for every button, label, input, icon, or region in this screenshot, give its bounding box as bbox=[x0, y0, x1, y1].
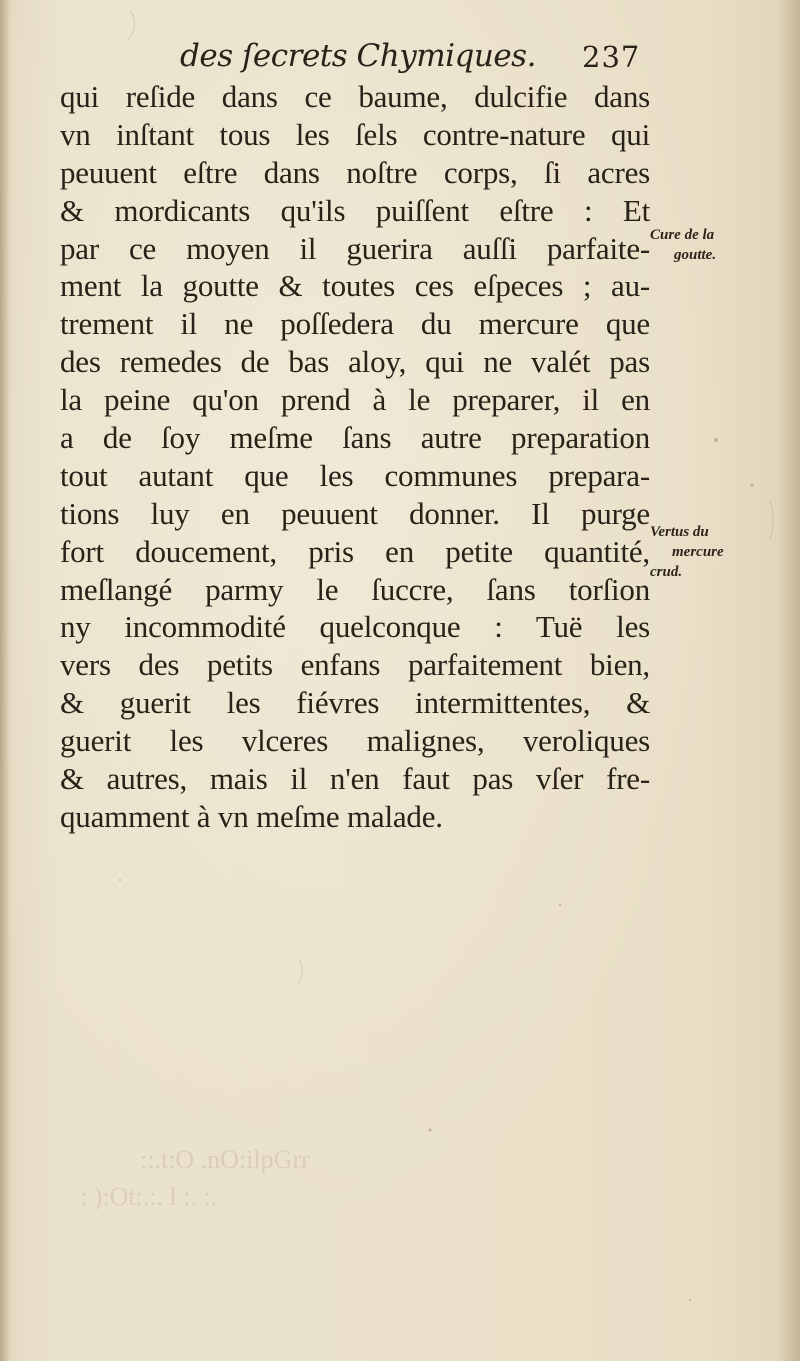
margin-note-line: crud. bbox=[650, 564, 683, 580]
text-line: guerit les vlceres malignes, veroliques bbox=[60, 723, 650, 759]
text-line: meſlangé parmy le ſuccre, ſans torſion bbox=[60, 571, 650, 607]
text-line: tions luy en peuuent donner. Il purge bbox=[60, 495, 650, 531]
svg-text:: ):Ot:.:. l :. :.: : ):Ot:.:. l :. :. bbox=[80, 1182, 218, 1211]
text-line: des remedes de bas aloy, qui ne valét pas bbox=[60, 344, 650, 380]
margin-note-cure-goutte bbox=[650, 225, 716, 265]
text-line: qui reſide dans ce baume, dulcifie dans bbox=[60, 79, 650, 114]
running-title: des ſecrets Chymiques. bbox=[180, 38, 536, 74]
svg-text:::.t:O .nO:ilpGrr: ::.t:O .nO:ilpGrr bbox=[140, 1145, 310, 1174]
text-line: trement il ne poſſedera du mercure que bbox=[60, 306, 650, 342]
page-header bbox=[180, 38, 650, 82]
text-line: la peine qu'on prend à le preparer, il en bbox=[60, 382, 650, 418]
page-number: 237 bbox=[582, 40, 641, 74]
text-line: a de ſoy meſme ſans autre preparation bbox=[60, 420, 650, 456]
text-line: par ce moyen il guerira auſſi parfaite- bbox=[60, 230, 650, 266]
margin-note-line: Cure de la bbox=[650, 227, 715, 243]
text-line: ment la goutte & toutes ces eſpeces ; au- bbox=[60, 268, 650, 304]
text-line: vers des petits enfans parfaitement bien, bbox=[60, 647, 650, 683]
margin-note-line: goutte. bbox=[674, 247, 717, 263]
text-line: & autres, mais il n'en faut pas vſer fre- bbox=[60, 761, 650, 797]
text-line: & mordicants qu'ils puiſſent eſtre : Et bbox=[60, 192, 650, 228]
text-line: vn inſtant tous les ſels contre-nature qui bbox=[60, 116, 650, 152]
text-line: peuuent eſtre dans noſtre corps, ſi acres bbox=[60, 154, 650, 190]
body-text bbox=[60, 78, 650, 836]
text-line: tout autant que les communes prepara- bbox=[60, 457, 650, 493]
text-line: ny incommodité quelconque : Tuë les bbox=[60, 609, 650, 645]
text-line: & guerit les fiévres intermittentes, & bbox=[60, 685, 650, 721]
text-line: fort doucement, pris en petite quantité, bbox=[60, 533, 650, 569]
margin-note-vertus-mercure bbox=[650, 522, 724, 582]
margin-note-line: Vertus du bbox=[650, 524, 709, 540]
margin-note-line: mercure bbox=[672, 544, 724, 560]
page-gutter-shadow bbox=[0, 0, 10, 1361]
text-line-last: quamment à vn meſme malade. bbox=[60, 798, 443, 834]
page-edge-shadow bbox=[778, 0, 800, 1361]
